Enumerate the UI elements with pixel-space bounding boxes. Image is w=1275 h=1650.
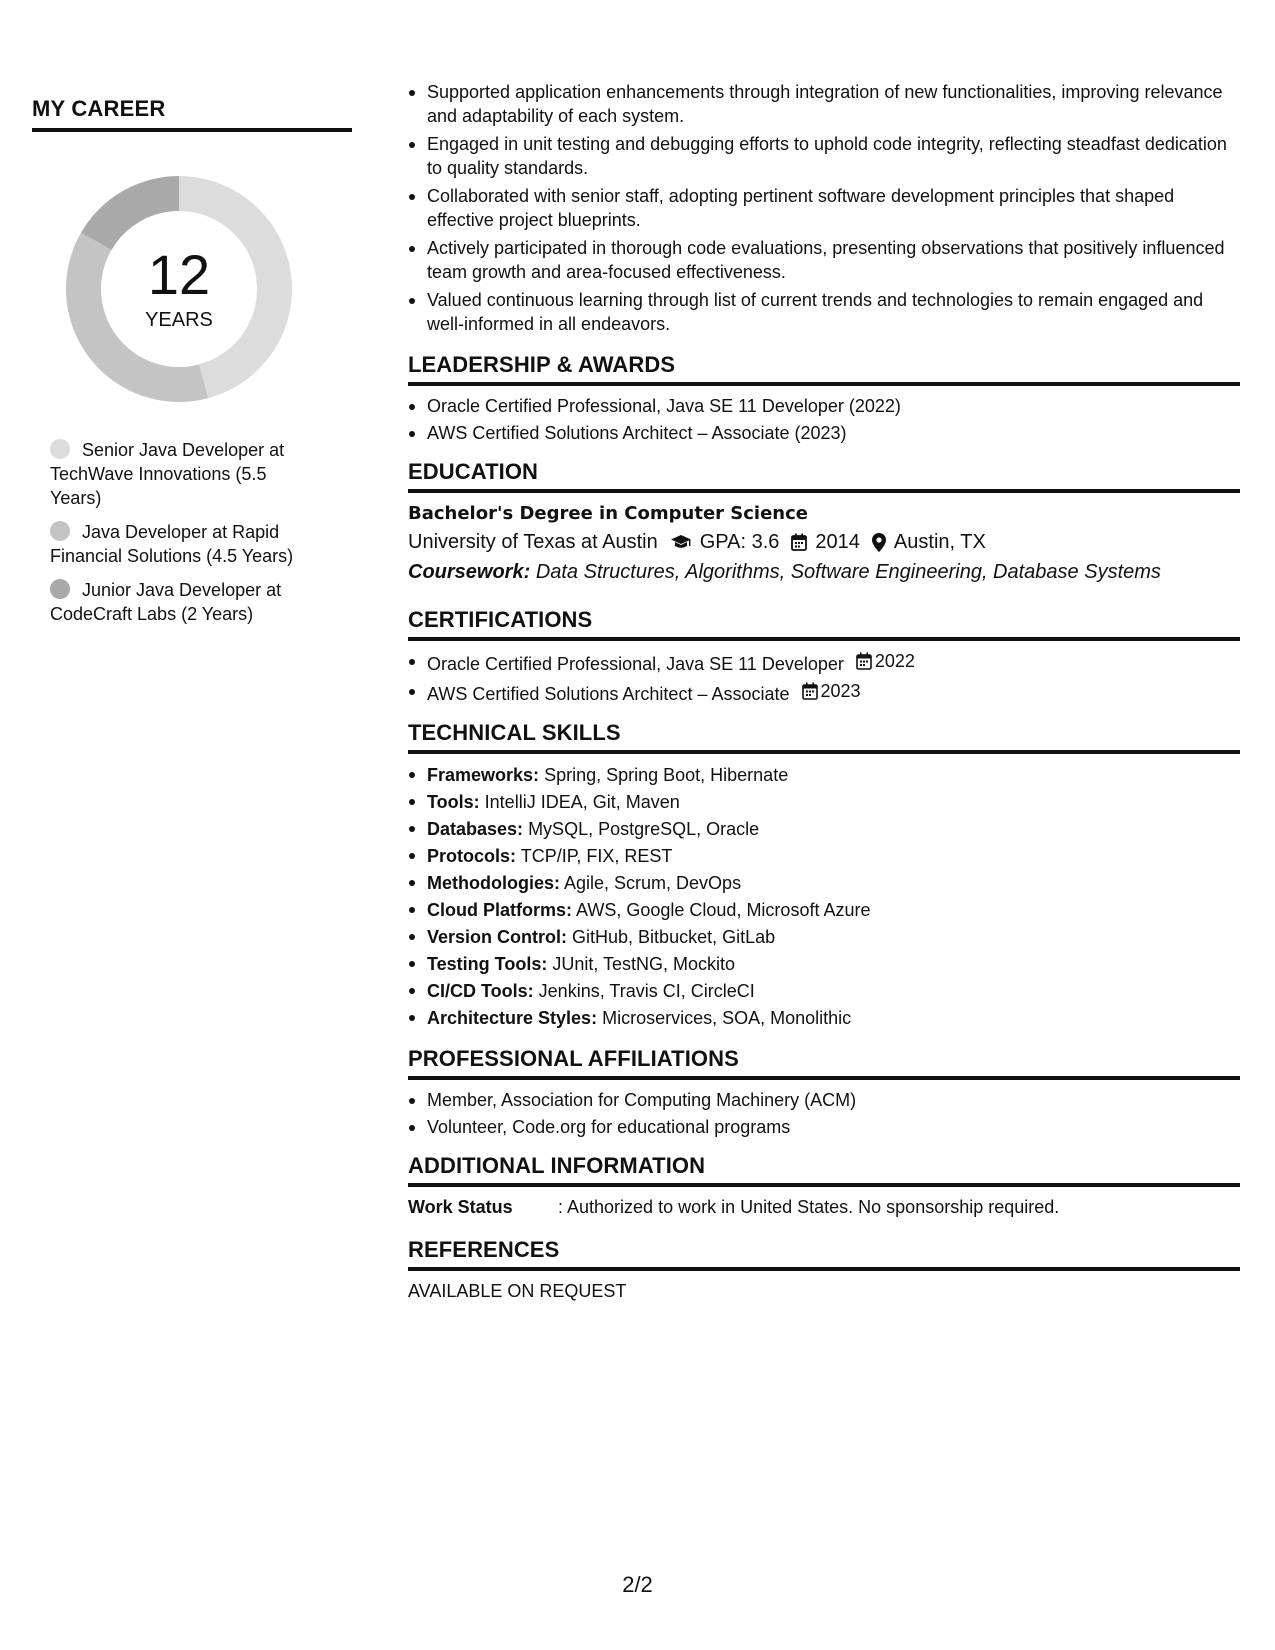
legend-dot: [50, 579, 70, 599]
coursework: [408, 557, 1240, 587]
career-sidebar: [32, 96, 352, 636]
certification-name: AWS Certified Solutions Architect – Associate: [427, 684, 790, 704]
years-number: 12: [147, 242, 211, 306]
skill-item: [408, 762, 1240, 789]
experience-bullet: Actively participated in thorough code evaluations, presenting observations that positively influenced team growth and area-focused effectiveness.: [408, 236, 1240, 284]
experience-bullet: Collaborated with senior staff, adopting pertinent software development principles that shaped effective project blueprints.: [408, 184, 1240, 232]
certification-year: 2023: [820, 681, 861, 701]
work-status-value: : Authorized to work in United States. No sponsorship required.: [558, 1197, 1060, 1217]
skill-item: [408, 789, 1240, 816]
skill-item: [408, 1005, 1240, 1032]
legend-item: [50, 520, 310, 568]
certification-date: [856, 649, 915, 673]
skill-item: [408, 816, 1240, 843]
affiliations-section: [408, 1046, 1240, 1139]
certification-item: [408, 679, 1240, 706]
skill-values: IntelliJ IDEA, Git, Maven: [484, 792, 680, 812]
skill-category: Frameworks:: [427, 765, 540, 785]
gpa: GPA: 3.6: [699, 531, 780, 553]
degree-name: Bachelor's Degree in Computer Science: [408, 503, 808, 524]
skill-item: [408, 978, 1240, 1005]
leadership-title: LEADERSHIP & AWARDS: [408, 352, 1240, 386]
affiliation-item: Member, Association for Computing Machinery (ACM): [408, 1088, 1240, 1112]
main-column: [408, 80, 1240, 1303]
additional-title: ADDITIONAL INFORMATION: [408, 1153, 1240, 1187]
certification-name: Oracle Certified Professional, Java SE 11 Developer: [427, 654, 844, 674]
skill-category: Tools:: [427, 792, 480, 812]
references-text: AVAILABLE ON REQUEST: [408, 1281, 627, 1301]
education-title: EDUCATION: [408, 459, 1240, 493]
graduation-year: 2014: [815, 531, 860, 553]
skill-category: Version Control:: [427, 927, 568, 947]
skill-item: [408, 843, 1240, 870]
certifications-title: CERTIFICATIONS: [408, 607, 1240, 641]
skill-category: CI/CD Tools:: [427, 981, 534, 1001]
skill-category: Cloud Platforms:: [427, 900, 573, 920]
leadership-list: [408, 394, 1240, 445]
skill-values: JUnit, TestNG, Mockito: [552, 954, 736, 974]
certifications-section: [408, 607, 1240, 706]
legend-label: Java Developer at Rapid Financial Solutions (4.5 Years): [50, 522, 294, 566]
skill-values: AWS, Google Cloud, Microsoft Azure: [576, 900, 871, 920]
calendar-icon: [802, 682, 818, 700]
skill-item: [408, 897, 1240, 924]
references-title: REFERENCES: [408, 1237, 1240, 1271]
skill-item: [408, 924, 1240, 951]
years-label: YEARS: [145, 308, 213, 331]
education-section: [408, 459, 1240, 587]
calendar-icon: [856, 652, 872, 670]
legend-dot: [50, 439, 70, 459]
school-location: Austin, TX: [893, 531, 986, 553]
career-donut-chart: [66, 176, 292, 402]
skills-section: [408, 720, 1240, 1032]
calendar-icon: [791, 533, 807, 551]
legend-item: [50, 438, 310, 510]
additional-section: [408, 1153, 1240, 1219]
leadership-item: Oracle Certified Professional, Java SE 11 Developer (2022): [408, 394, 1240, 418]
skills-title: TECHNICAL SKILLS: [408, 720, 1240, 754]
skill-item: [408, 951, 1240, 978]
legend-label: Senior Java Developer at TechWave Innovations (5.5 Years): [50, 440, 285, 508]
affiliations-title: PROFESSIONAL AFFILIATIONS: [408, 1046, 1240, 1080]
experience-bullet: Supported application enhancements through integration of new functionalities, improving relevance and adaptability of each system.: [408, 80, 1240, 128]
affiliation-item: Volunteer, Code.org for educational programs: [408, 1115, 1240, 1139]
certification-date: [802, 679, 861, 703]
skill-values: TCP/IP, FIX, REST: [520, 846, 673, 866]
skill-category: Databases:: [427, 819, 524, 839]
career-title: MY CAREER: [32, 96, 352, 132]
certification-item: [408, 649, 1240, 676]
skill-values: Jenkins, Travis CI, CircleCI: [538, 981, 755, 1001]
location-pin-icon: [872, 533, 886, 552]
education-details: [408, 527, 1240, 557]
skill-values: MySQL, PostgreSQL, Oracle: [528, 819, 760, 839]
certifications-list: [408, 649, 1240, 706]
skill-category: Protocols:: [427, 846, 517, 866]
experience-bullet: Engaged in unit testing and debugging efforts to uphold code integrity, reflecting steadfast dedication to quality standards.: [408, 132, 1240, 180]
references-section: [408, 1237, 1240, 1303]
coursework-list: Data Structures, Algorithms, Software Engineering, Database Systems: [535, 561, 1161, 583]
skill-values: Agile, Scrum, DevOps: [564, 873, 742, 893]
leadership-item: AWS Certified Solutions Architect – Associate (2023): [408, 421, 1240, 445]
donut-center: [66, 176, 292, 402]
skill-category: Testing Tools:: [427, 954, 548, 974]
work-status-label: Work Status: [408, 1197, 513, 1217]
skill-values: Spring, Spring Boot, Hibernate: [544, 765, 789, 785]
legend-label: Junior Java Developer at CodeCraft Labs (2 Years): [50, 580, 282, 624]
legend-item: [50, 578, 310, 626]
affiliations-list: [408, 1088, 1240, 1139]
skill-values: GitHub, Bitbucket, GitLab: [572, 927, 776, 947]
school-name: University of Texas at Austin: [408, 531, 658, 553]
graduation-cap-icon: [670, 534, 692, 550]
skill-category: Methodologies:: [427, 873, 560, 893]
work-status-row: [408, 1195, 1240, 1219]
skill-values: Microservices, SOA, Monolithic: [602, 1008, 852, 1028]
skill-item: [408, 870, 1240, 897]
experience-bullets: [408, 80, 1240, 336]
coursework-label: Coursework:: [408, 561, 531, 583]
leadership-section: [408, 352, 1240, 445]
certification-year: 2022: [874, 651, 915, 671]
page-number: 2/2: [622, 1572, 653, 1597]
skills-list: [408, 762, 1240, 1032]
legend-dot: [50, 521, 70, 541]
experience-bullet: Valued continuous learning through list of current trends and technologies to remain engaged and well-informed in all endeavors.: [408, 288, 1240, 336]
skill-category: Architecture Styles:: [427, 1008, 598, 1028]
career-legend: [50, 438, 310, 626]
